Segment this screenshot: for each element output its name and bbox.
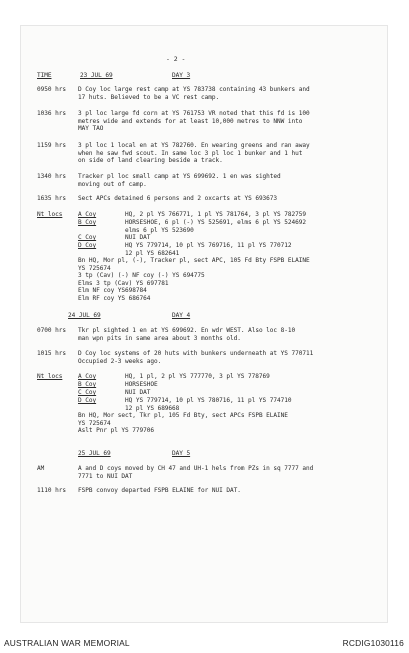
entry-text-line: FSPB convoy departed FSPB ELAINE for NUI DAT. [78,487,241,494]
entry-text-line: Occupied 2-3 weeks ago. [78,357,162,365]
unit-name: B Coy [78,219,97,226]
entry-text-line: when he saw fwd scout. In same loc 3 pl loc 1 bunker and 1 hut [78,149,303,157]
header-day5: DAY 5 [172,450,191,457]
nt-locs-detail: Elm NF coy YS698784 [78,287,147,295]
entry-text-line: A and D coys moved by CH 47 and UH-1 hels from PZs in sq 7777 and [78,465,314,472]
entry-text-line: Tkr pl sighted 1 en at YS 699692. En wdr WEST. Also loc 8-10 [78,327,296,334]
header-time-label: TIME [37,72,52,79]
unit-location: NUI DAT [125,389,151,396]
entry-text-line: D Coy loc systems of 20 huts with bunkers underneath at YS 770711 [78,350,314,357]
entry-text-line: Tracker pl loc small camp at YS 699692. 1 en was sighted [78,173,281,180]
header-day: DAY 3 [172,72,191,79]
entry-time: AM [37,465,45,472]
unit-name: C Coy [78,234,97,241]
unit-location: 12 pl YS 682641 [125,249,180,257]
unit-location: HQ, 1 pl, 2 pl YS 777770, 3 pl YS 778769 [125,373,270,380]
entry-text-line: man wpn pits in same area about 3 months old. [78,334,241,342]
footer-institution: AUSTRALIAN WAR MEMORIAL [4,638,130,648]
entry-text-line: moving out of camp. [78,180,147,188]
nt-locs-label: Nt locs [37,373,63,380]
nt-locs-detail: Elms 3 tp (Cav) YS 697781 [78,279,169,287]
nt-locs-detail: 3 tp (Cav) (-) NF coy (-) YS 694775 [78,272,205,280]
entry-text-line: 17 huts. Believed to be a VC rest camp. [78,93,220,101]
unit-name: D Coy [78,242,97,249]
unit-name: A Coy [78,211,97,218]
entry-text-line: 3 pl loc 1 local en at YS 782760. En wearing greens and ran away [78,142,310,149]
unit-location: HORSESHOE [125,381,158,388]
nt-locs-detail: YS 725674 [78,419,111,427]
entry-text-line: on side of land clearing beside a track. [78,157,223,165]
entry-time: 1340 hrs [37,173,66,180]
entry-text-line: 7771 to NUI DAT [78,472,133,480]
entry-text-line: MAY TAO [78,125,104,133]
unit-name: C Coy [78,389,97,396]
unit-location: HQ, 2 pl YS 766771, 1 pl YS 781764, 3 pl YS 782759 [125,211,306,218]
entry-time: 1159 hrs [37,142,66,149]
header-date: 23 JUL 69 [80,72,113,79]
entry-text-line: D Coy loc large rest camp at YS 783738 containing 43 bunkers and [78,86,310,93]
entry-time: 0700 hrs [37,327,66,334]
unit-name: A Coy [78,373,97,380]
nt-locs-detail: Bn HQ, Mor pl, (-), Tracker pl, sect APC, 105 Fd Bty FSPB ELAINE [78,257,310,264]
header-date-day4: 24 JUL 69 [68,312,101,319]
entry-time: 1110 hrs [37,487,66,494]
unit-location: HQ YS 779714, 10 pl YS 780716, 11 pl YS 774710 [125,397,292,404]
entry-text-line: Sect APCs detained 6 persons and 2 oxcarts at YS 693673 [78,195,278,202]
unit-location: elms 6 pl YS 523690 [125,226,194,234]
nt-locs-label: Nt locs [37,211,63,218]
unit-location: HQ YS 779714, 10 pl YS 769716, 11 pl YS 770712 [125,242,292,249]
entry-text-line: 3 pl loc large fd corn at YS 761753 VR noted that this fd is 100 [78,110,310,117]
nt-locs-detail: Elm RF coy YS 686764 [78,295,151,302]
nt-locs-detail: Aslt Pnr pl YS 779706 [78,427,154,435]
nt-locs-detail: Bn HQ, Mor sect, Tkr pl, 105 Fd Bty, sect APCs FSPB ELAINE [78,412,288,419]
unit-location: NUI DAT [125,234,151,241]
page-number: - 2 - [166,55,186,63]
unit-location: 12 pl YS 689668 [125,404,180,412]
header-day4: DAY 4 [172,312,191,319]
header-date-day5: 25 JUL 69 [78,450,111,457]
footer-record-id: RCDIG1030116 [342,638,404,648]
entry-time: 1635 hrs [37,195,66,202]
entry-time: 1036 hrs [37,110,66,117]
unit-name: B Coy [78,381,97,388]
unit-name: D Coy [78,397,97,404]
nt-locs-detail: YS 725674 [78,264,111,272]
entry-time: 1015 hrs [37,350,66,357]
unit-location: HORSESHOE, 6 pl (-) YS 525691, elms 6 pl YS 524692 [125,219,306,226]
entry-text-line: metres wide and extends for at least 10,000 metres to NNW into [78,117,303,125]
entry-time: 0950 hrs [37,86,66,93]
